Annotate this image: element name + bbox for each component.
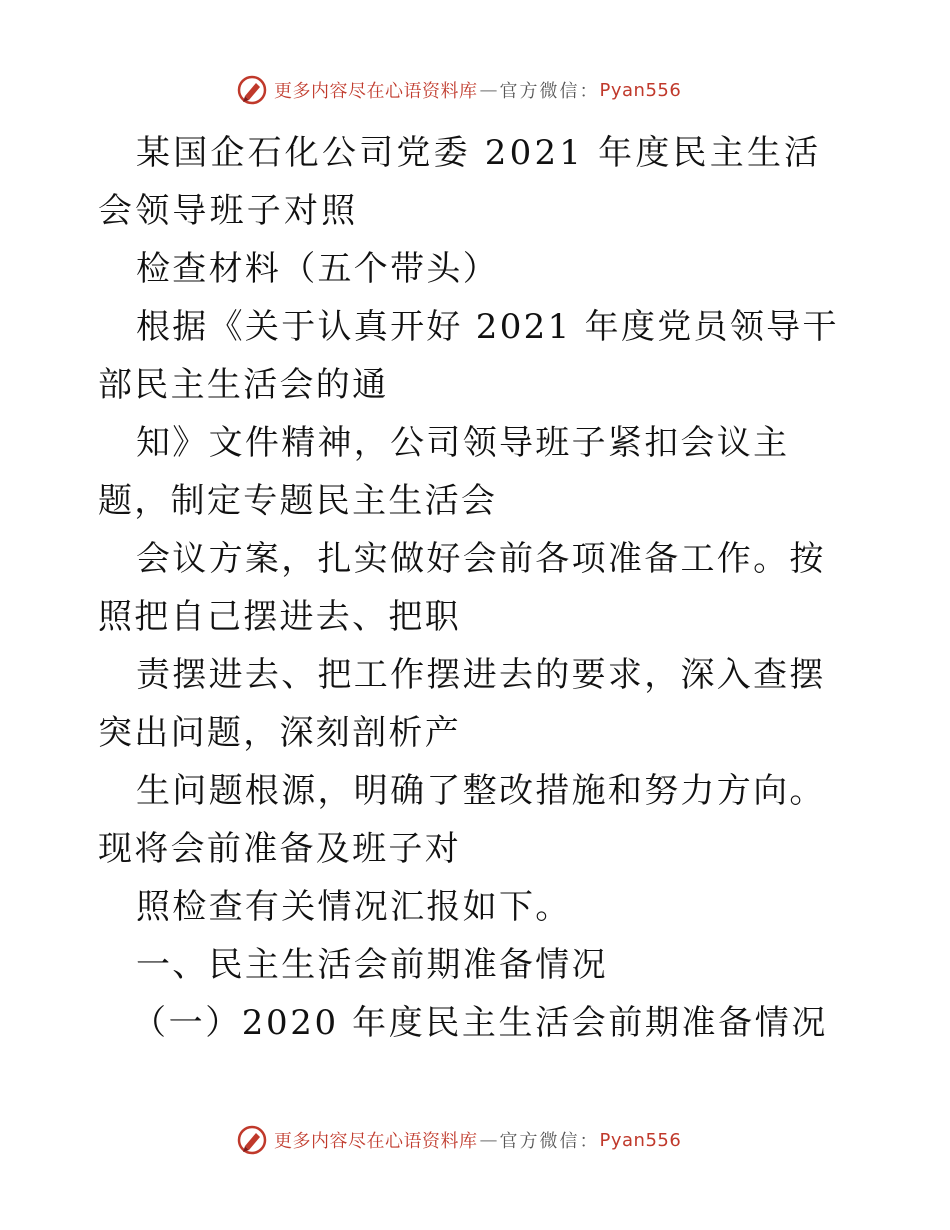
subsection-heading: （一）2020 年度民主生活会前期准备情况 xyxy=(132,1003,828,1043)
section-heading: 一、民主生活会前期准备情况 xyxy=(136,945,608,985)
document-title: 某国企石化公司党委 2021 年度民主生活会领导班子对照 xyxy=(98,133,822,231)
watermark-label: 官方微信： xyxy=(499,1131,600,1152)
body-paragraph: 会议方案，扎实做好会前各项准备工作。按照把自己摆进去、把职 xyxy=(98,539,826,637)
pen-logo-icon xyxy=(236,74,268,106)
body-paragraph: 照检查有关情况汇报如下。 xyxy=(136,887,572,927)
header-watermark xyxy=(236,73,756,107)
pen-logo-icon xyxy=(236,1124,268,1156)
watermark-text: 更多内容尽在心语资料库 xyxy=(274,1131,478,1152)
body-paragraph: 根据《关于认真开好 2021 年度党员领导干部民主生活会的通 xyxy=(98,307,839,405)
watermark-text: 更多内容尽在心语资料库 xyxy=(274,81,478,102)
footer-watermark xyxy=(236,1123,756,1157)
document-body xyxy=(98,124,858,1052)
watermark-dash: — xyxy=(479,79,498,101)
body-paragraph: 知》文件精神，公司领导班子紧扣会议主题，制定专题民主生活会 xyxy=(98,423,790,521)
watermark-id: Pyan556 xyxy=(599,79,682,101)
watermark-dash: — xyxy=(479,1129,498,1151)
body-paragraph: 责摆进去、把工作摆进去的要求，深入查摆突出问题，深刻剖析产 xyxy=(98,655,826,753)
watermark-id: Pyan556 xyxy=(599,1129,682,1151)
watermark-label: 官方微信： xyxy=(499,81,600,102)
document-subtitle: 检查材料（五个带头） xyxy=(136,249,499,289)
body-paragraph: 生问题根源，明确了整改措施和努力方向。现将会前准备及班子对 xyxy=(98,771,826,869)
